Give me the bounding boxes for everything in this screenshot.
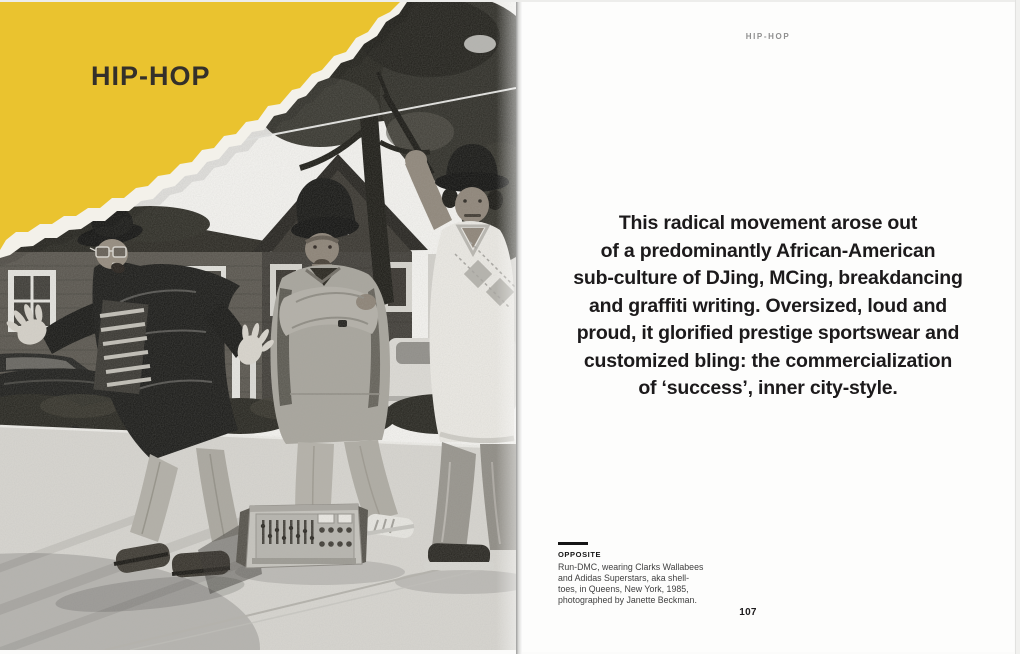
photo-caption <box>558 542 738 606</box>
page-top-edge <box>0 0 1020 2</box>
body-line: of ‘success’, inner city-style. <box>638 377 898 399</box>
section-title: HIP-HOP <box>91 61 211 91</box>
body-line: sub-culture of DJing, MCing, breakdancing <box>573 267 963 289</box>
intro-paragraph <box>528 210 1008 403</box>
caption-line: and Adidas Superstars, aka shell- <box>558 573 690 583</box>
caption-rule <box>558 542 588 545</box>
body-line: proud, it glorified prestige sportswear and <box>576 322 960 344</box>
left-page-photo <box>0 2 516 650</box>
caption-label: OPPOSITE <box>558 550 602 559</box>
page-number: 107 <box>739 607 757 618</box>
body-line: and graffiti writing. Oversized, loud and <box>589 294 947 317</box>
body-line: of a predominantly African-American <box>600 239 936 262</box>
right-page <box>522 2 1014 652</box>
caption-line: Run-DMC, wearing Clarks Wallabees <box>558 562 704 572</box>
caption-line: toes, in Queens, New York, 1985, <box>558 584 689 594</box>
body-line: customized bling: the commercialization <box>583 349 953 372</box>
caption-line: photographed by Janette Beckman. <box>558 595 697 605</box>
running-header: HIP-HOP <box>745 32 791 41</box>
run-dmc-photo-illustration <box>0 2 516 650</box>
page-right-edge <box>1015 0 1020 654</box>
body-line: This radical movement arose out <box>618 212 918 234</box>
